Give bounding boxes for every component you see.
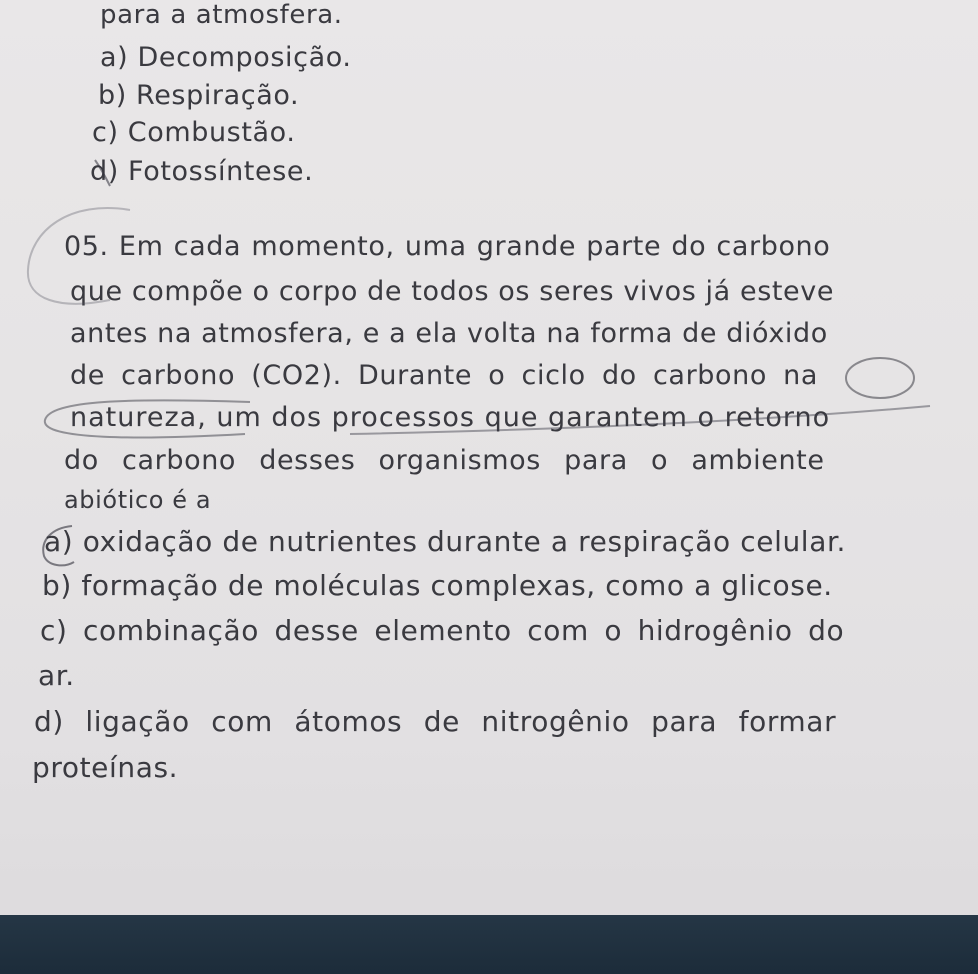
pencil-mark-previous-d (95, 160, 110, 186)
question-05-option-c: c) combinação desse elemento com o hidrogênio do (40, 614, 845, 647)
question-05-stem-line-4: de carbono (CO2). Durante o ciclo do carbono na (70, 360, 819, 391)
question-05-option-c-continuation: ar. (38, 659, 75, 692)
question-05-option-a: a) oxidação de nutrientes durante a respiração celular. (44, 525, 846, 558)
pencil-bracket-natureza (45, 400, 250, 437)
question-05-option-d: d) ligação com átomos de nitrogênio para formar (34, 705, 837, 738)
question-05-stem-line-3: antes na atmosfera, e a ela volta na forma de dióxido (70, 318, 828, 349)
pencil-circle-question-number (28, 208, 130, 304)
previous-option-d: d) Fotossíntese. (90, 156, 314, 187)
pencil-circle-na (846, 358, 914, 398)
question-05-option-b: b) formação de moléculas complexas, como a glicose. (42, 569, 833, 602)
question-05-stem-line-1: 05. Em cada momento, uma grande parte do carbono (64, 231, 831, 262)
previous-option-a: a) Decomposição. (100, 42, 352, 73)
question-05-stem-line-2: que compõe o corpo de todos os seres vivos já esteve (70, 276, 835, 307)
previous-option-c: c) Combustão. (92, 117, 296, 148)
pencil-circle-option-a (43, 526, 74, 565)
question-05-option-d-continuation: proteínas. (32, 751, 179, 784)
dark-desk-surface (0, 915, 978, 974)
question-05-stem-line-7: abiótico é a (64, 486, 212, 514)
previous-question-stem-tail: para a atmosfera. (100, 0, 343, 30)
pencil-underline-retorno (350, 406, 930, 434)
question-05-stem-line-5: natureza, um dos processos que garantem o retorno (70, 402, 831, 433)
question-05-stem-line-6: do carbono desses organismos para o ambiente (64, 445, 825, 476)
previous-option-b: b) Respiração. (98, 80, 300, 111)
